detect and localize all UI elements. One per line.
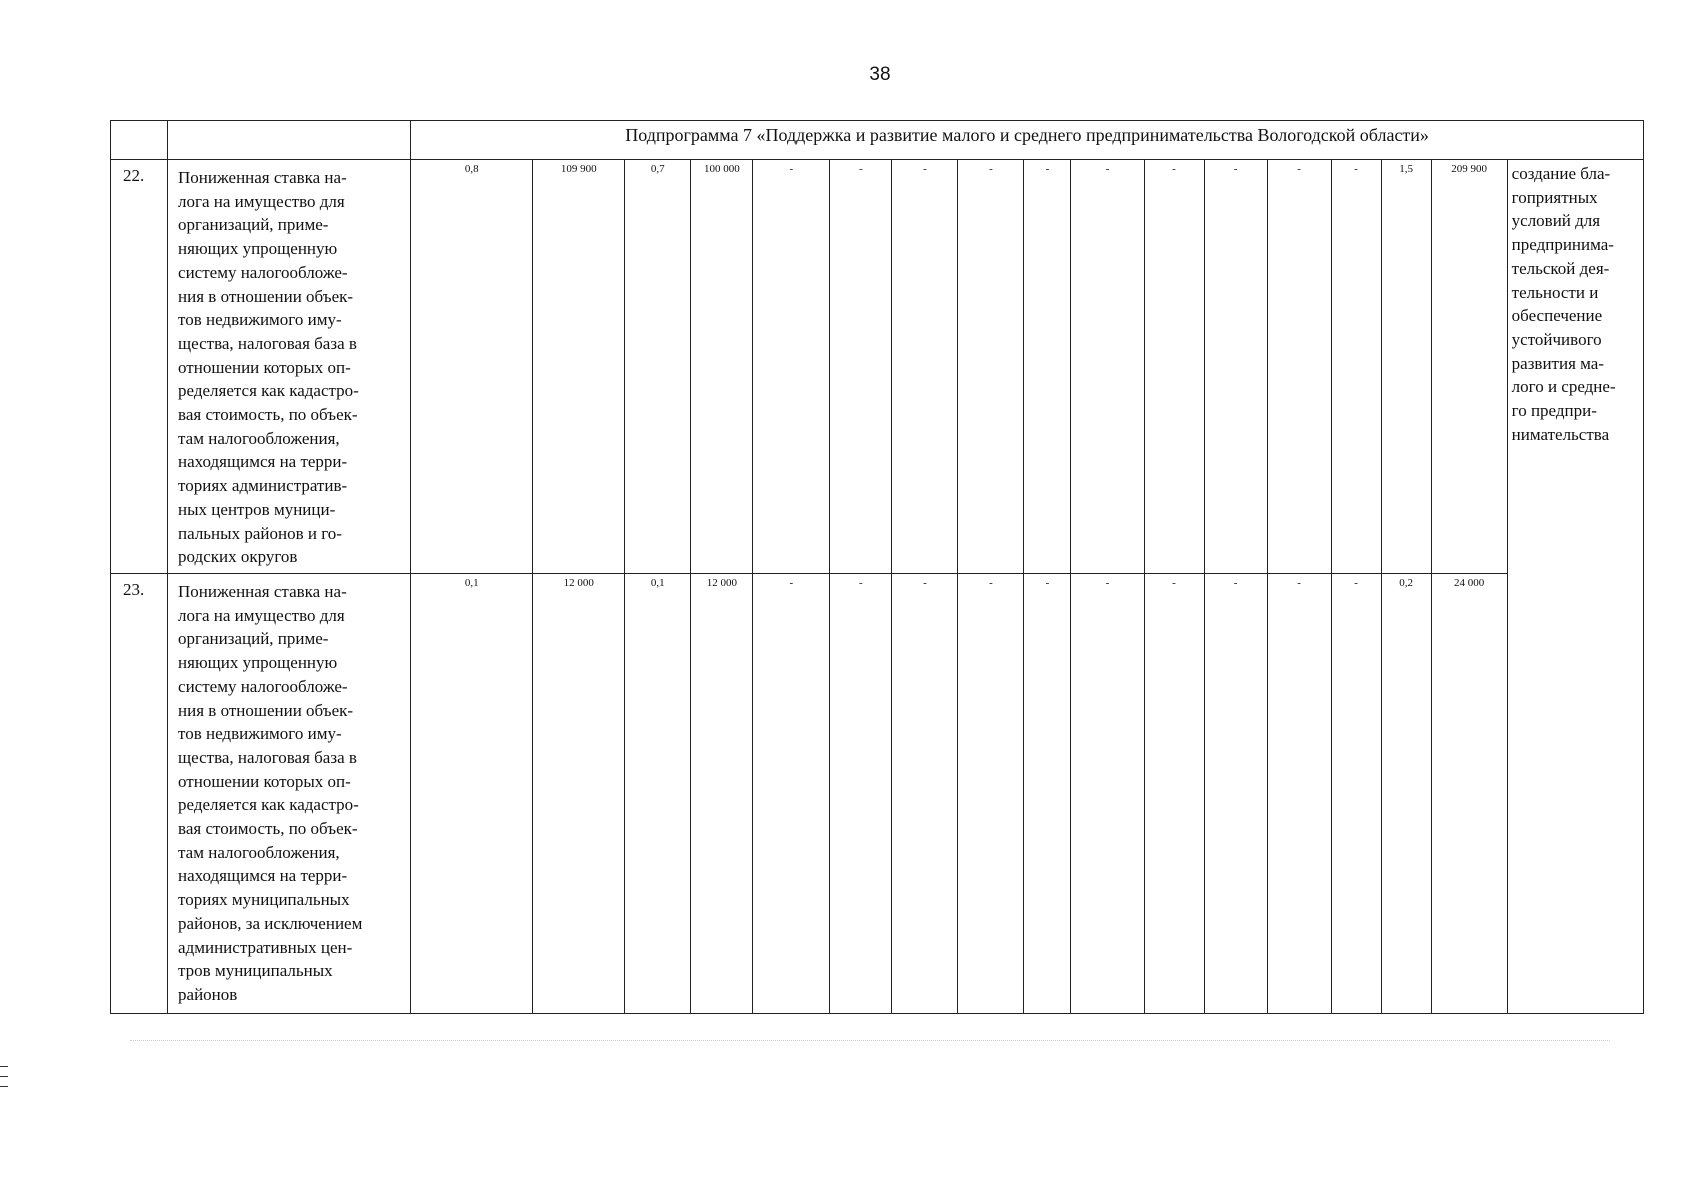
- row-name: Пониженная ставка на- лога на имущество для организаций, приме- няющих упрощенную систему налогообложе- ния в отношении объек- тов недвижимого иму- щества, налоговая база в отношении которых оп- ределяется как кадастро- вая стоимость, по объек- там налогообложения, находящимся на терри- ториях муниципальных районов, за исключением административных цен- тров муниципальных районов: [168, 574, 411, 1014]
- value-cell: 1,5: [1381, 160, 1431, 574]
- value-cell: -: [892, 160, 958, 574]
- value-cell: -: [1024, 160, 1071, 574]
- value-cell: 0,2: [1381, 574, 1431, 1014]
- header-blank-name: [168, 121, 411, 160]
- value-cell: 12 000: [533, 574, 625, 1014]
- table-row: [111, 574, 1644, 1014]
- goal-cell: создание бла- гоприятных условий для предпринима- тельской дея- тельности и обеспечение устойчивого развития ма- лого и средне- го предпри- нимательства: [1507, 160, 1643, 1014]
- value-cell: 109 900: [533, 160, 625, 574]
- value-cell: -: [753, 574, 830, 1014]
- value-cell: -: [958, 574, 1024, 1014]
- value-cell: -: [1071, 574, 1144, 1014]
- table-row: [111, 160, 1644, 574]
- scan-dotted-line: [130, 1040, 1610, 1041]
- subprogram-header-row: [111, 121, 1644, 160]
- value-cell: 0,1: [625, 574, 691, 1014]
- value-cell: -: [1267, 574, 1331, 1014]
- value-cell: 12 000: [691, 574, 753, 1014]
- header-blank-num: [111, 121, 168, 160]
- value-cell: 100 000: [691, 160, 753, 574]
- value-cell: -: [1144, 574, 1204, 1014]
- value-cell: -: [1144, 160, 1204, 574]
- value-cell: -: [830, 160, 892, 574]
- value-cell: -: [1204, 160, 1267, 574]
- value-cell: -: [753, 160, 830, 574]
- value-cell: -: [892, 574, 958, 1014]
- value-cell: 24 000: [1431, 574, 1507, 1014]
- margin-marks: [0, 1066, 8, 1096]
- value-cell: -: [1331, 160, 1381, 574]
- row-name: Пониженная ставка на- лога на имущество для организаций, приме- няющих упрощенную систему налогообложе- ния в отношении объек- тов недвижимого иму- щества, налоговая база в отношении которых оп- ределяется как кадастро- вая стоимость, по объек- там налогообложения, находящимся на терри- ториях административ- ных центров муници- пальных районов и го- родских округов: [168, 160, 411, 574]
- value-cell: -: [1071, 160, 1144, 574]
- row-number: 22.: [111, 160, 168, 574]
- value-cell: -: [830, 574, 892, 1014]
- value-cell: -: [958, 160, 1024, 574]
- value-cell: -: [1267, 160, 1331, 574]
- value-cell: -: [1331, 574, 1381, 1014]
- value-cell: 0,7: [625, 160, 691, 574]
- value-cell: -: [1024, 574, 1071, 1014]
- value-cell: 0,8: [411, 160, 533, 574]
- page-number: 38: [869, 64, 891, 85]
- subprogram-title: Подпрограмма 7 «Поддержка и развитие малого и среднего предпринимательства Вологодской области»: [411, 121, 1644, 160]
- benefits-table: [110, 120, 1644, 1014]
- value-cell: 209 900: [1431, 160, 1507, 574]
- value-cell: 0,1: [411, 574, 533, 1014]
- row-number: 23.: [111, 574, 168, 1014]
- value-cell: -: [1204, 574, 1267, 1014]
